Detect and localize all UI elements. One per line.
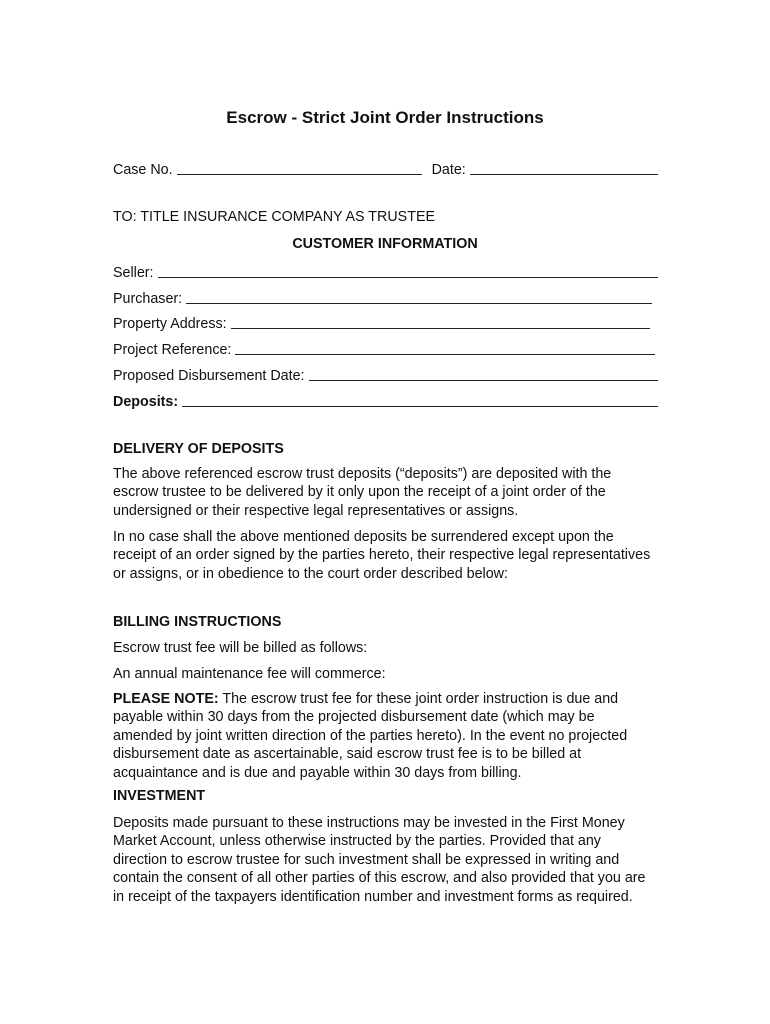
deposits-row	[113, 390, 658, 410]
property-address-label: Property Address:	[113, 316, 227, 332]
billing-line-1: Escrow trust fee will be billed as follows:	[113, 640, 368, 656]
case-no-field[interactable]	[177, 174, 422, 175]
please-note-label: PLEASE NOTE:	[113, 691, 219, 707]
billing-line-2: An annual maintenance fee will commerce:	[113, 666, 386, 682]
deposits-field[interactable]	[182, 406, 658, 407]
date-field[interactable]	[470, 174, 658, 175]
customer-information-heading: CUSTOMER INFORMATION	[292, 236, 478, 252]
property-address-field[interactable]	[231, 328, 650, 329]
project-reference-row	[113, 338, 658, 358]
case-date-row	[113, 158, 658, 178]
disbursement-date-field[interactable]	[309, 380, 658, 381]
delivery-paragraph-1: The above referenced escrow trust deposits (“deposits”) are deposited with the escrow trustee to be delivered by it only upon the receipt of a joint order of the undersigned or their respective legal representatives or assigns.	[113, 466, 612, 519]
delivery-of-deposits-heading: DELIVERY OF DEPOSITS	[113, 441, 284, 457]
date-label: Date:	[431, 162, 466, 178]
case-no-label: Case No.	[113, 162, 173, 178]
disbursement-date-label: Proposed Disbursement Date:	[113, 368, 305, 384]
purchaser-field[interactable]	[186, 303, 652, 304]
project-reference-field[interactable]	[235, 354, 655, 355]
delivery-paragraph-2: In no case shall the above mentioned deposits be surrendered except upon the receipt of an order signed by the parties hereto, their respective legal representatives or assigns, or in obedience to the court order described below:	[113, 529, 651, 582]
project-reference-label: Project Reference:	[113, 342, 232, 358]
disbursement-date-row	[113, 364, 658, 384]
seller-label: Seller:	[113, 265, 154, 281]
to-line: TO: TITLE INSURANCE COMPANY AS TRUSTEE	[113, 209, 436, 225]
investment-heading: INVESTMENT	[113, 788, 206, 804]
document-title: Escrow - Strict Joint Order Instructions	[226, 108, 544, 127]
please-note-text: The escrow trust fee for these joint order instruction is due and payable within 30 days from the projected disbursement date (which may be amended by joint written direction of the parties hereto). In the event no projected disbursement date as ascertainable, said escrow trust fee is to be billed at acquaintance and is due and payable within 30 days from billing.	[113, 691, 628, 781]
investment-paragraph: Deposits made pursuant to these instructions may be invested in the First Money Market Account, unless otherwise instructed by the parties. Provided that any direction to escrow trustee for such investment shall be expressed in writing and contain the consent of all other parties of this escrow, and also provided that you are in receipt of the taxpayers identification number and investment forms as required.	[113, 815, 646, 905]
deposits-label: Deposits:	[113, 394, 179, 410]
purchaser-label: Purchaser:	[113, 291, 183, 307]
property-address-row	[113, 312, 658, 332]
purchaser-row	[113, 287, 658, 307]
billing-instructions-heading: BILLING INSTRUCTIONS	[113, 614, 282, 630]
please-note-paragraph	[113, 690, 658, 782]
seller-field[interactable]	[158, 277, 658, 278]
seller-row	[113, 261, 658, 281]
